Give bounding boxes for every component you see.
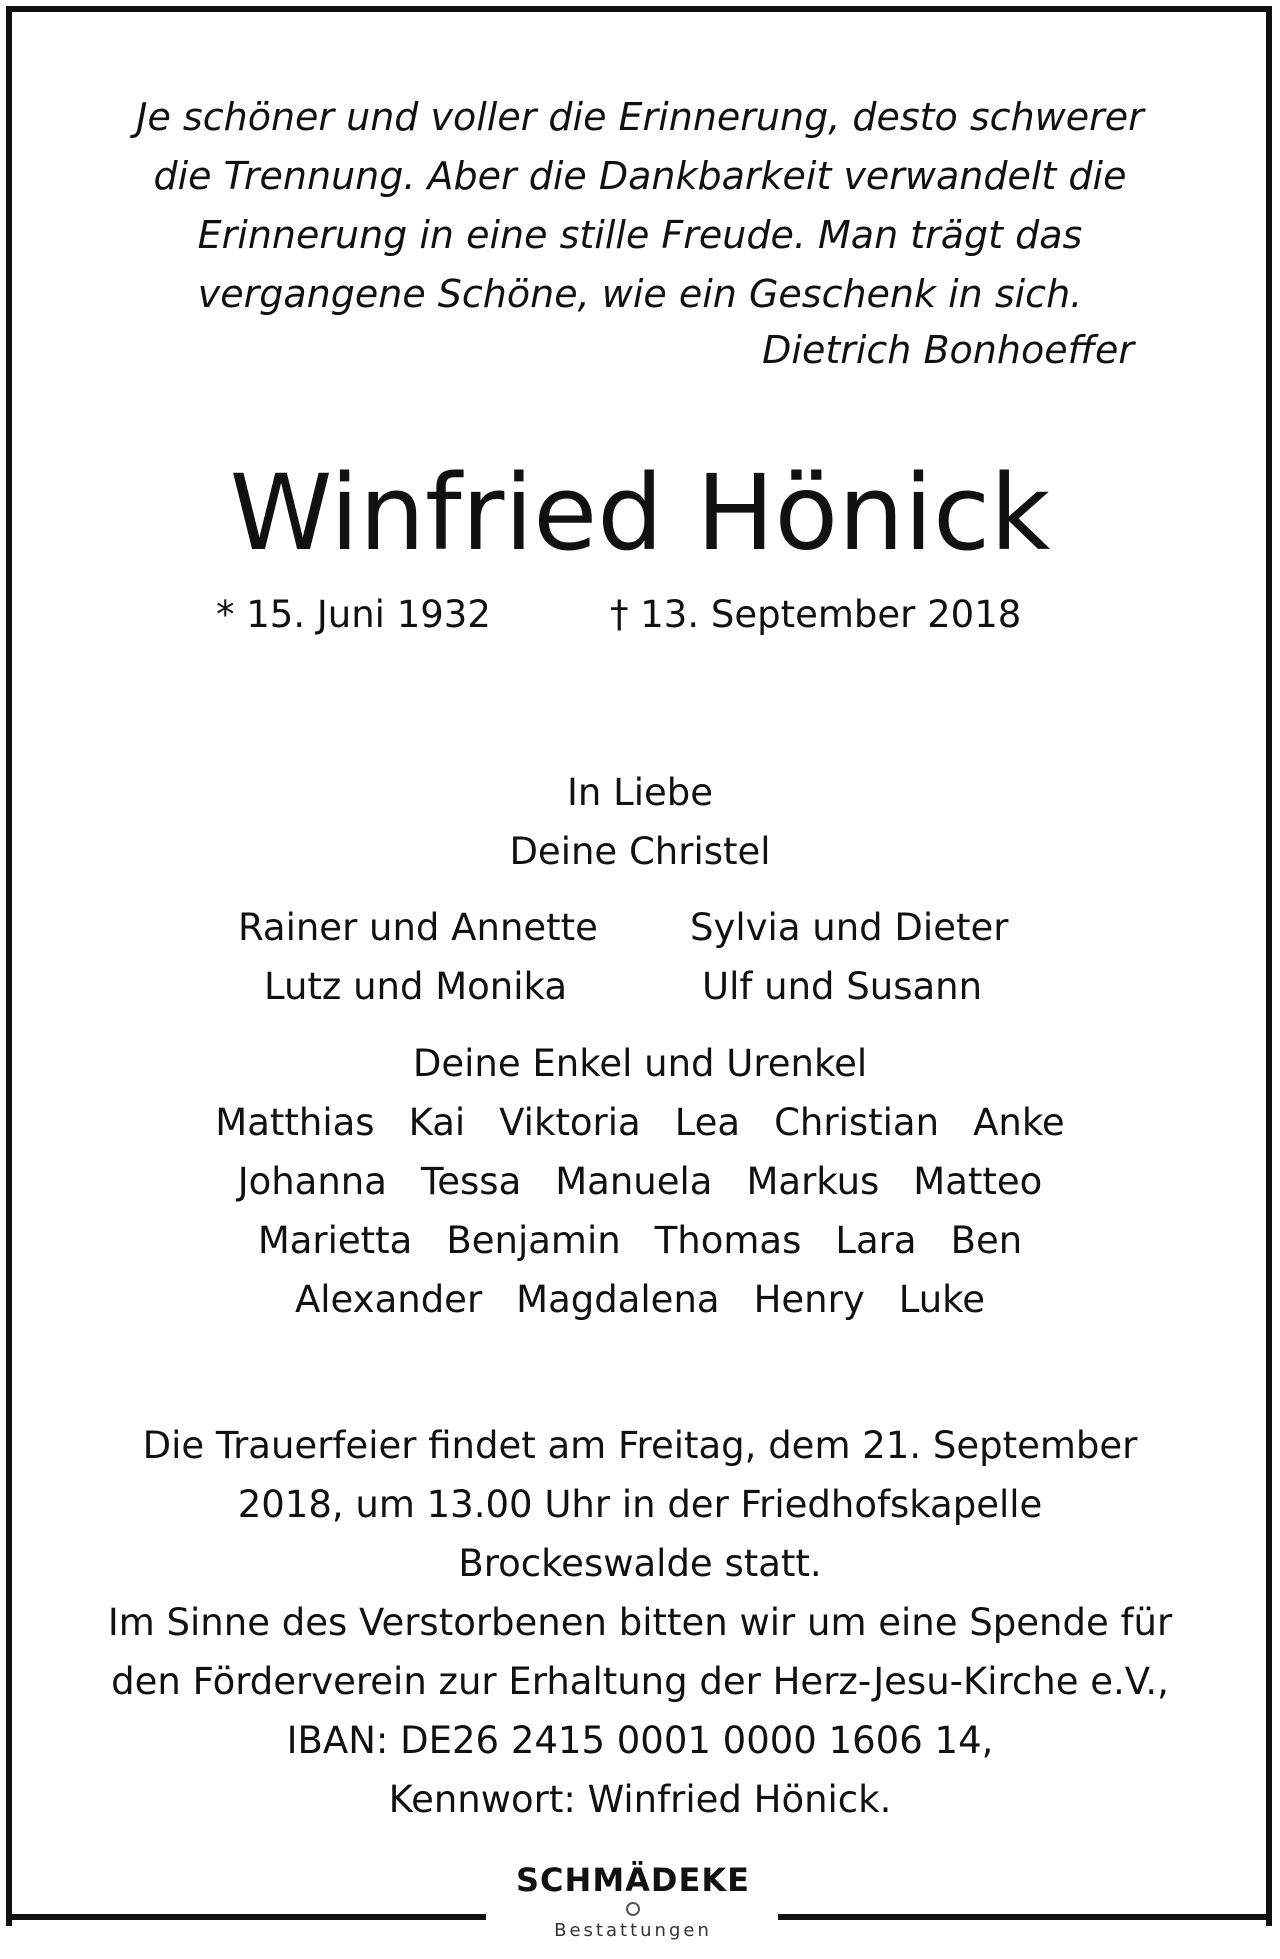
logo-ring-icon [626,1902,640,1916]
info-line: Im Sinne des Verstorbenen bitten wir um eine Spende für [107,1601,1173,1644]
birth-date: * 15. Juni 1932 [216,593,491,636]
children-pair: Rainer und Annette [238,906,598,949]
grandchildren-heading: Deine Enkel und Urenkel [412,1042,868,1085]
death-date: † 13. September 2018 [610,593,1022,636]
grandchild-name: Luke [898,1278,986,1321]
bottom-rule-left [6,1914,486,1920]
info-line: Brockeswalde statt. [458,1542,822,1585]
mourners-intro: In Liebe [566,771,714,814]
bottom-rule-right [778,1914,1272,1920]
grandchild-name: Thomas [654,1219,802,1262]
children-pair: Lutz und Monika [264,965,567,1008]
deceased-name: Winfried Hönick [229,452,1051,574]
quote [80,88,1200,324]
info-line: IBAN: DE26 2415 0001 0000 1606 14, [286,1719,994,1762]
grandchild-name: Matthias [215,1101,375,1144]
grandchild-name: Tessa [420,1160,522,1203]
grandchild-name: Lea [674,1101,741,1144]
grandchild-name: Henry [753,1278,865,1321]
grandchild-name: Alexander [294,1278,483,1321]
grandchild-name: Ben [950,1219,1023,1262]
logo-name: SCHMÄDEKE [516,1861,750,1899]
quote-line: vergangene Schöne, wie ein Geschenk in sich. [197,272,1083,316]
grandchild-name: Lara [835,1219,917,1262]
logo-subtitle: Bestattungen [554,1920,712,1941]
info-line: Die Trauerfeier findet am Freitag, dem 21. September [142,1424,1138,1467]
grandchild-name: Markus [746,1160,880,1203]
spouse-name: Deine Christel [509,830,771,873]
grandchild-name: Johanna [237,1160,387,1203]
grandchild-name: Kai [408,1101,466,1144]
info-line: 2018, um 13.00 Uhr in der Friedhofskapelle [237,1483,1043,1526]
info-line: den Förderverein zur Erhaltung der Herz-Jesu-Kirche e.V., [111,1660,1169,1703]
grandchild-name: Matteo [913,1160,1043,1203]
funeral-home-logo [490,1860,776,1944]
quote-author: Dietrich Bonhoeffer [762,328,1134,372]
grandchildren-row [0,1270,1280,1329]
grandchild-name: Manuela [555,1160,713,1203]
grandchildren-row [0,1211,1280,1270]
quote-line: die Trennung. Aber die Dankbarkeit verwandelt die [153,154,1127,198]
grandchild-name: Benjamin [446,1219,621,1262]
grandchild-name: Magdalena [516,1278,720,1321]
grandchild-name: Viktoria [499,1101,641,1144]
grandchildren-row [0,1152,1280,1211]
grandchild-name: Christian [774,1101,940,1144]
grandchildren-row [0,1093,1280,1152]
children-pair: Sylvia und Dieter [690,906,1009,949]
grandchild-name: Marietta [257,1219,413,1262]
grandchild-name: Anke [973,1101,1065,1144]
service-information [40,1416,1240,1829]
children-pair: Ulf und Susann [702,965,983,1008]
quote-line: Erinnerung in eine stille Freude. Man trägt das [197,213,1083,257]
info-line: Kennwort: Winfried Hönick. [388,1778,892,1821]
quote-line: Je schöner und voller die Erinnerung, desto schwerer [136,95,1144,139]
